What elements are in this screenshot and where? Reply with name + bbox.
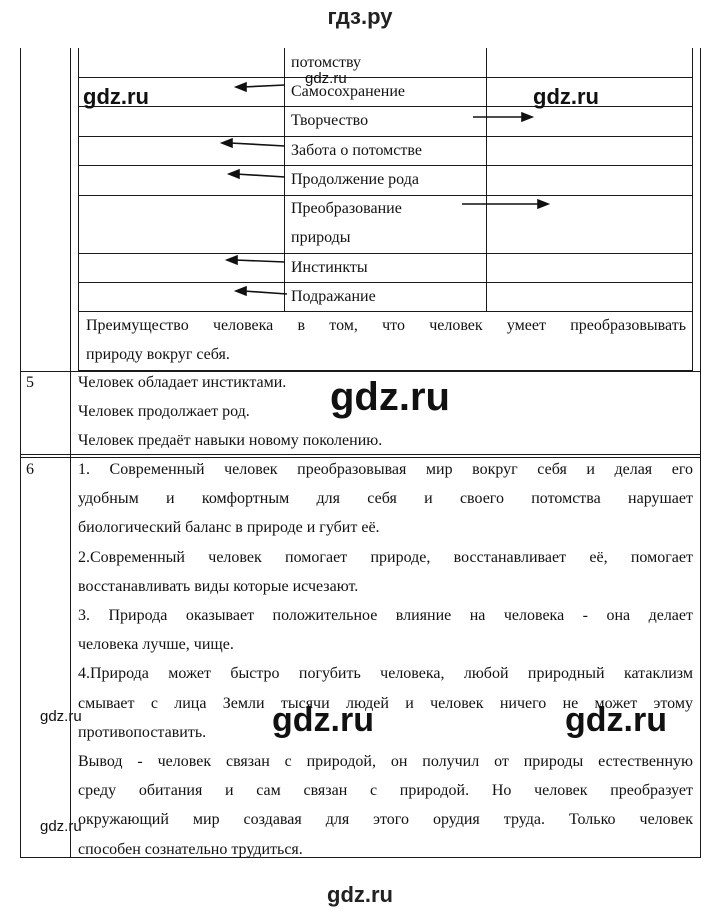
outer-left-border [20, 48, 21, 858]
answer-line: 2.Современный человек помогает природе, восстанавливает её, помогает [78, 548, 693, 566]
conclusion-line: природу вокруг себя. [86, 346, 230, 364]
answer-line: Человек обладает инстиктами. [78, 374, 287, 391]
answer-line: окружающий мир создавая для этого орудия труда. Только человек [78, 811, 693, 829]
watermark: gdz.ru [305, 70, 347, 87]
table-cell: Продолжение рода [291, 171, 419, 188]
watermark: gdz.ru [40, 708, 82, 725]
inner-table-col1 [284, 48, 285, 311]
arrow-left-icon [236, 287, 287, 295]
answer-line: человека лучше, чище. [78, 636, 234, 654]
site-footer: gdz.ru [327, 882, 393, 907]
answer-line: биологический баланс в природе и губит её. [78, 519, 380, 537]
table-cell: Инстинкты [291, 259, 368, 276]
row-divider [78, 253, 693, 254]
arrow-right-icon [473, 113, 532, 121]
row-divider [78, 106, 693, 107]
watermark: gdz.ru [272, 701, 374, 739]
table-cell: Подражание [291, 288, 376, 305]
table-cell: Творчество [291, 112, 369, 129]
watermark: gdz.ru [533, 84, 599, 109]
watermark: gdz.ru [565, 701, 667, 739]
answer-line: среду обитания и сам связан с природой. Но человек преобразует [78, 782, 693, 800]
conclusion-line: Преимущество человека в том, что человек умеет преобразовывать [86, 317, 686, 334]
task6-answer [78, 455, 693, 864]
inner-table-left [78, 48, 79, 371]
watermark: gdz.ru [83, 84, 149, 109]
watermark: gdz.ru [330, 375, 450, 419]
answer-line: Человек продолжает род. [78, 403, 250, 421]
table-conclusion [86, 311, 686, 369]
outer-right-border [700, 48, 701, 858]
answer-line: восстанавливать виды которые исчезают. [78, 577, 359, 595]
table-cell: природы [291, 229, 351, 246]
watermark: gdz.ru [40, 818, 82, 835]
table-cell: потомству [291, 54, 362, 71]
arrow-left-icon [227, 256, 285, 264]
answer-line: удобным и комфортным для себя и своего потомства нарушает [78, 490, 693, 508]
task-number: 6 [26, 461, 34, 478]
table-cell: Самосохранение [291, 83, 405, 100]
task-number: 5 [26, 374, 34, 391]
arrow-right-icon [462, 200, 548, 208]
answer-line: способен сознательно трудиться. [78, 840, 303, 858]
site-header: гдз.ру [327, 4, 393, 29]
answer-line: противопоставить. [78, 723, 207, 741]
answer-line: 3. Природа оказывает положительное влияние на человека - она делает [78, 607, 693, 625]
arrow-left-icon [222, 139, 285, 147]
answer-line: Человек предаёт навыки новому поколению. [78, 432, 383, 450]
answer-line: смывает с лица Земли тысячи людей и человек ничего не может этому [78, 694, 693, 712]
inner-table-right [692, 48, 693, 371]
arrow-left-icon [236, 83, 285, 91]
table-cell: Забота о потомстве [291, 142, 422, 159]
answer-line: Вывод - человек связан с природой, он получил от природы естественную [78, 753, 693, 771]
inner-table-col2 [486, 48, 487, 311]
number-column-divider [70, 48, 71, 858]
arrow-left-icon [229, 170, 285, 178]
row-divider [78, 282, 693, 283]
answer-line: 4.Природа может быстро погубить человека, любой природный катаклизм [78, 665, 693, 683]
answer-line: 1. Современный человек преобразовывая мир вокруг себя и делая его [78, 461, 693, 478]
table-cell: Преобразование [291, 200, 402, 217]
